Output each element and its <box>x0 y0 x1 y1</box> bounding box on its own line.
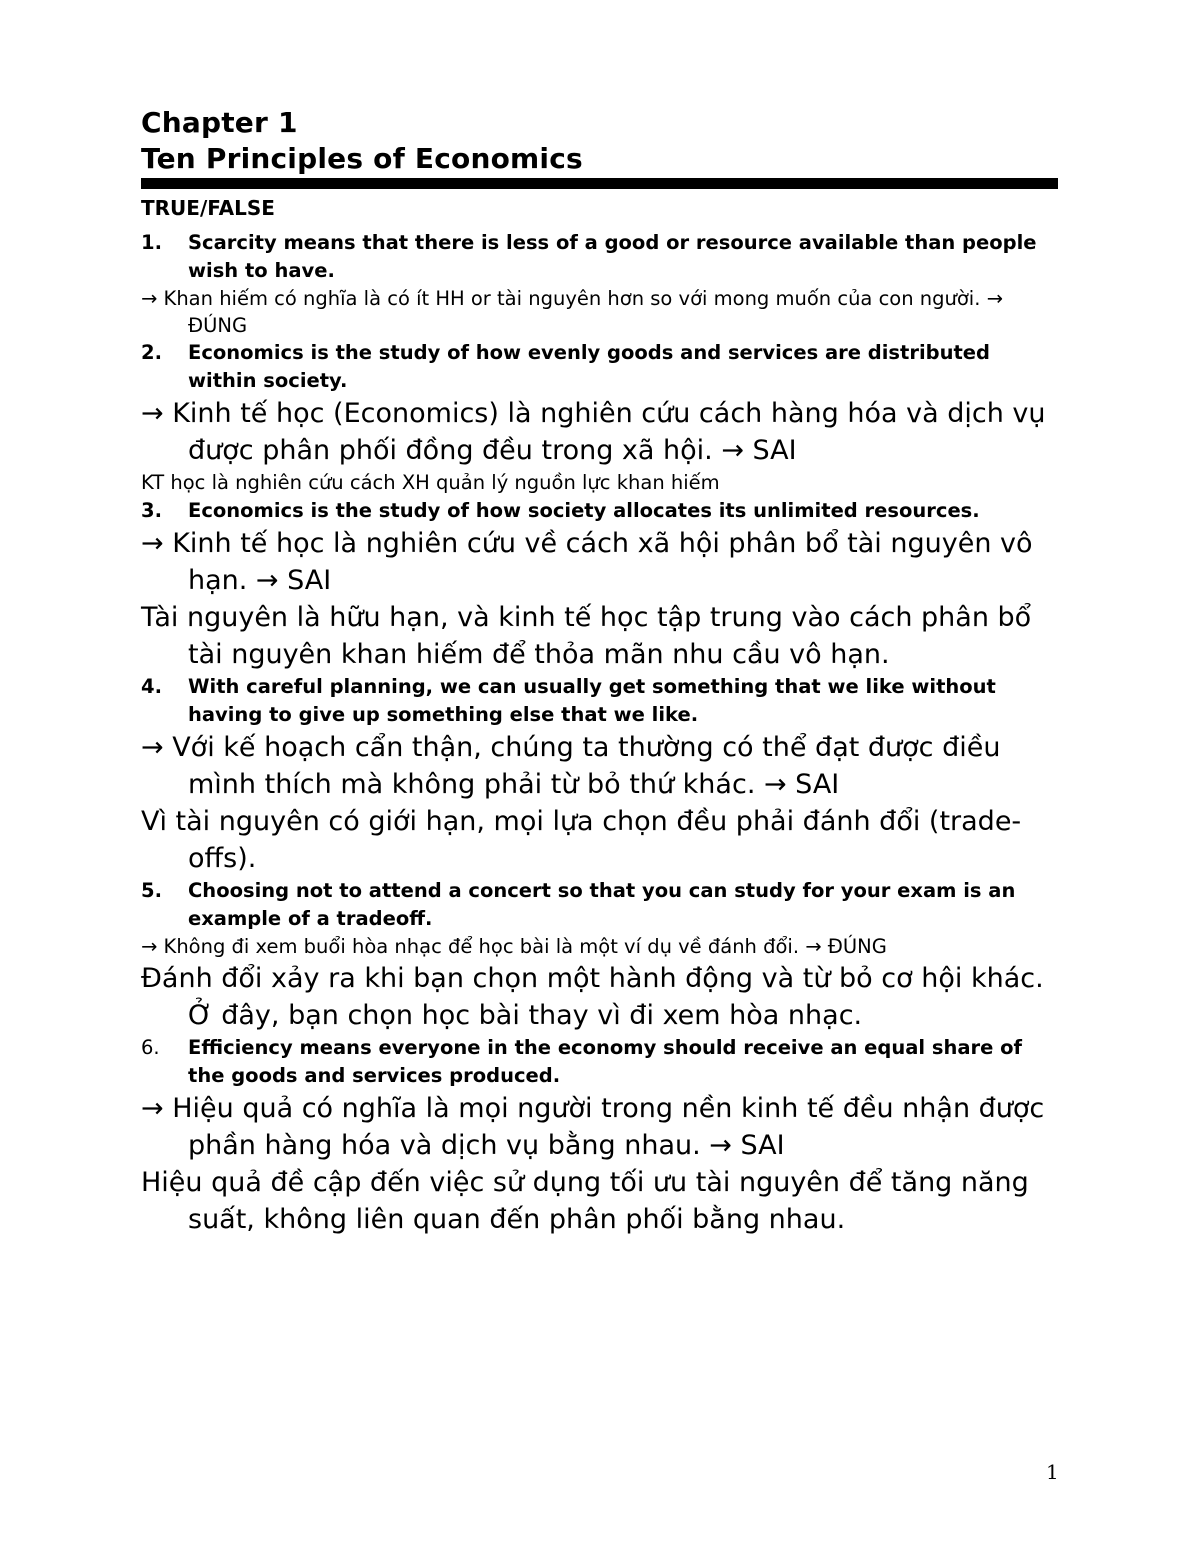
note-6: Hiệu quả đề cập đến việc sử dụng tối ưu tài nguyên để tăng năng suất, không liên quan đến phân phối bằng nhau. <box>141 1167 1029 1235</box>
question-number: 5. <box>141 879 162 902</box>
note-3: Tài nguyên là hữu hạn, và kinh tế học tập trung vào cách phân bổ tài nguyên khan hiếm để thỏa mãn nhu cầu vô hạn. <box>141 602 1032 670</box>
note-5: Đánh đổi xảy ra khi bạn chọn một hành động và từ bỏ cơ hội khác. Ở đây, bạn chọn học bài thay vì đi xem hòa nhạc. <box>141 963 1044 1031</box>
question-number: 4. <box>141 675 162 698</box>
section-heading: TRUE/FALSE <box>141 196 275 220</box>
answer-4: → Với kế hoạch cẩn thận, chúng ta thường có thể đạt được điều mình thích mà không phải từ bỏ thứ khác. → SAI <box>141 732 1001 800</box>
question-number: 1. <box>141 231 162 254</box>
question-text: Scarcity means that there is less of a good or resource available than people wish to have. <box>188 231 1037 282</box>
question-number: 3. <box>141 499 162 522</box>
question-text: With careful planning, we can usually get something that we like without having to give up something else that we like. <box>188 675 996 726</box>
question-text: Economics is the study of how society allocates its unlimited resources. <box>188 499 980 522</box>
document-page <box>141 105 1061 1238</box>
question-text: Efficiency means everyone in the economy should receive an equal share of the goods and services produced. <box>188 1036 1023 1087</box>
question-text: Choosing not to attend a concert so that you can study for your exam is an example of a tradeoff. <box>188 879 1016 930</box>
answer-1: → Khan hiếm có nghĩa là có ít HH or tài nguyên hơn so với mong muốn của con người. → ĐÚNG <box>141 287 1003 337</box>
question-3 <box>141 497 1061 525</box>
note-2: KT học là nghiên cứu cách XH quản lý nguồn lực khan hiếm <box>141 471 720 494</box>
question-5 <box>141 877 1061 933</box>
question-1 <box>141 229 1061 285</box>
answer-5: → Không đi xem buổi hòa nhạc để học bài là một ví dụ về đánh đổi. → ĐÚNG <box>141 935 887 958</box>
question-text: Economics is the study of how evenly goods and services are distributed within society. <box>188 341 990 392</box>
question-4 <box>141 673 1061 729</box>
chapter-title: Ten Principles of Economics <box>141 142 583 175</box>
title-rule <box>141 178 1058 189</box>
question-2 <box>141 339 1061 395</box>
question-number: 6. <box>141 1036 160 1059</box>
note-4: Vì tài nguyên có giới hạn, mọi lựa chọn đều phải đánh đổi (trade-offs). <box>141 806 1022 874</box>
chapter-heading: Chapter 1 <box>141 106 298 139</box>
answer-6: → Hiệu quả có nghĩa là mọi người trong nền kinh tế đều nhận được phần hàng hóa và dịch vụ bằng nhau. → SAI <box>141 1093 1045 1161</box>
question-6 <box>141 1034 1061 1090</box>
answer-3: → Kinh tế học là nghiên cứu về cách xã hội phân bổ tài nguyên vô hạn. → SAI <box>141 528 1033 596</box>
page-number: 1 <box>1046 1460 1059 1484</box>
question-number: 2. <box>141 341 162 364</box>
answer-2: → Kinh tế học (Economics) là nghiên cứu cách hàng hóa và dịch vụ được phân phối đồng đều trong xã hội. → SAI <box>141 398 1046 466</box>
